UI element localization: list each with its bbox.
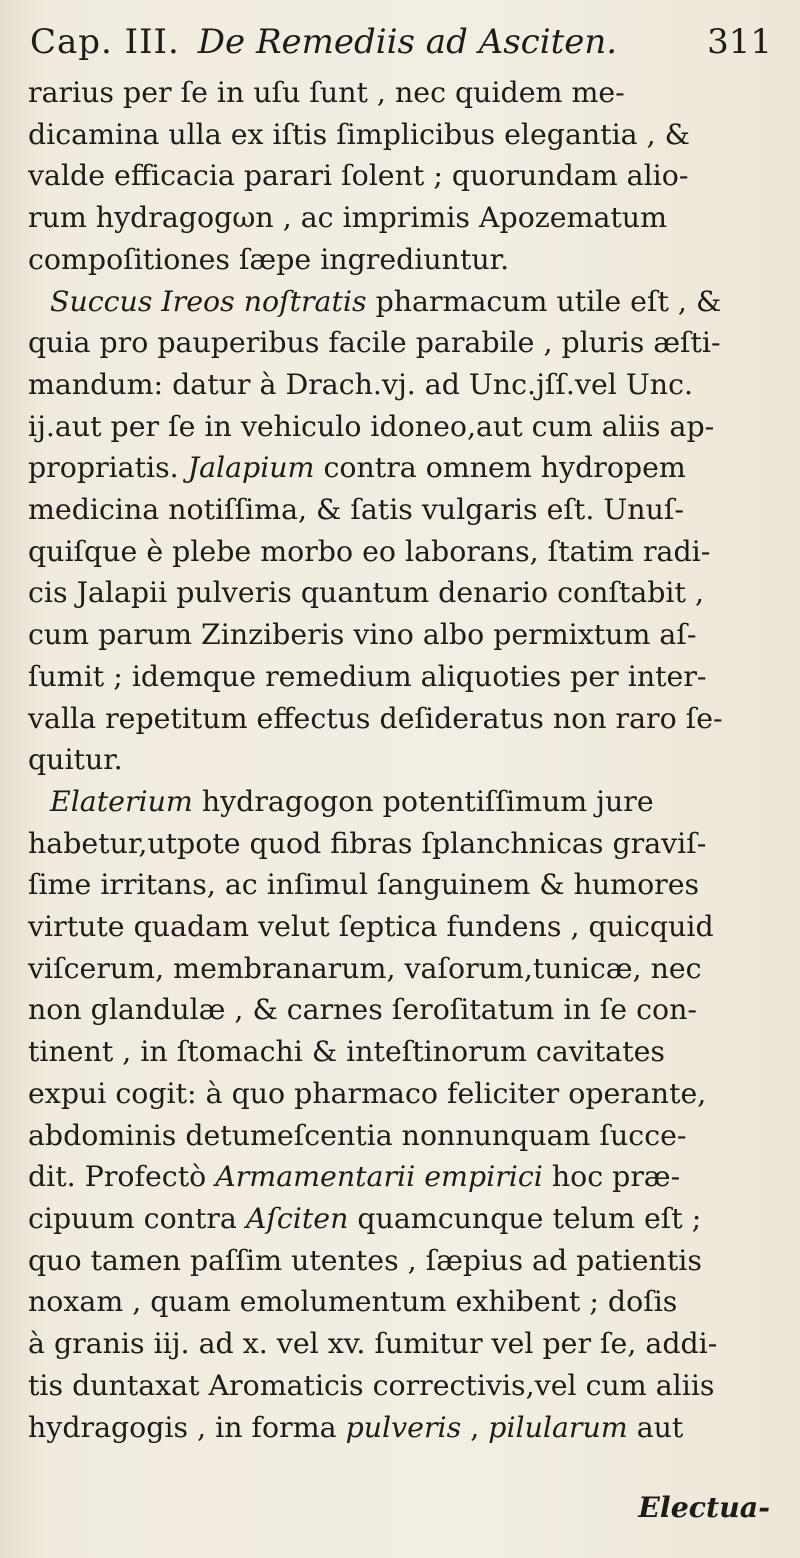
text-line xyxy=(28,1407,776,1449)
text-segment: quamcunque telum eſt ; xyxy=(348,1201,702,1235)
text-segment: pharmacum utile eſt , & xyxy=(366,284,722,318)
text-segment: expui cogit: à quo pharmaco feliciter operante, xyxy=(28,1076,707,1110)
text-line xyxy=(28,155,776,197)
text-segment: valla repetitum effectus deſideratus non raro ſe- xyxy=(28,701,723,735)
text-line xyxy=(28,1156,776,1198)
italic-text-segment: Aſciten xyxy=(245,1201,349,1235)
text-segment: hoc præ- xyxy=(542,1160,681,1194)
text-segment: quitur. xyxy=(28,743,123,777)
text-line xyxy=(28,1240,776,1282)
text-line xyxy=(28,614,776,656)
text-segment: mandum: datur à Drach.vj. ad Unc.jſſ.vel Unc. xyxy=(28,367,693,401)
chapter-title: De Remediis ad Asciten. xyxy=(197,22,618,62)
italic-text-segment: Succus Ireos noſtratis xyxy=(50,284,367,318)
text-segment: habetur,utpote quod fibras ſplanchnicas graviſ- xyxy=(28,826,707,860)
text-segment: rarius per ſe in uſu ſunt , nec quidem me- xyxy=(28,76,625,109)
text-segment: viſcerum, membranarum, vaſorum,tunicæ, nec xyxy=(28,951,702,985)
text-segment: cum parum Zinziberis vino albo permixtum aſ- xyxy=(28,618,697,652)
text-line xyxy=(28,1365,776,1407)
catchword: Electua- xyxy=(638,1490,770,1524)
text-segment: quo tamen paſſim utentes , ſæpius ad patientis xyxy=(28,1243,702,1277)
running-header xyxy=(30,14,772,70)
text-line xyxy=(28,1073,776,1115)
text-line xyxy=(28,1115,776,1157)
text-line xyxy=(28,322,776,364)
text-line xyxy=(28,698,776,740)
text-line xyxy=(28,823,776,865)
text-segment: abdominis detumeſcentia nonnunquam ſucce- xyxy=(28,1118,687,1152)
page-number: 311 xyxy=(707,22,772,62)
text-line xyxy=(28,364,776,406)
text-segment: quiſque è plebe morbo eo laborans, ſtatim radi- xyxy=(28,534,711,568)
text-line xyxy=(28,1031,776,1073)
text-segment: propriatis. xyxy=(28,451,188,485)
text-segment: rum hydragogωn , ac imprimis Apozematum xyxy=(28,201,668,235)
text-line xyxy=(28,114,776,156)
text-segment: quia pro pauperibus facile parabile , pluris æſti- xyxy=(28,326,721,360)
text-line xyxy=(28,281,776,323)
text-line xyxy=(28,197,776,239)
italic-text-segment: Jalapium xyxy=(187,451,315,485)
italic-text-segment: pulveris xyxy=(345,1410,462,1444)
text-line xyxy=(28,739,776,781)
text-segment: noxam , quam emolumentum exhibent ; doſis xyxy=(28,1285,678,1319)
text-line xyxy=(28,656,776,698)
text-line xyxy=(28,1323,776,1365)
text-segment: dicamina ulla ex iſtis ſimplicibus elegantia , & xyxy=(28,117,690,151)
text-segment: ſime irritans, ac inſimul ſanguinem & humores xyxy=(28,868,700,902)
text-line xyxy=(28,489,776,531)
text-segment: contra omnem hydropem xyxy=(314,451,686,485)
text-segment: compoſitiones ſæpe ingrediuntur. xyxy=(28,242,510,276)
text-segment: dit. Profectò xyxy=(28,1160,216,1194)
italic-text-segment: Elaterium xyxy=(50,784,193,818)
text-segment: cipuum contra xyxy=(28,1201,246,1235)
text-segment: à granis iij. ad x. vel xv. ſumitur vel per ſe, addi- xyxy=(28,1327,718,1361)
text-line xyxy=(28,531,776,573)
text-line xyxy=(28,1281,776,1323)
text-segment: ſumit ; idemque remedium aliquoties per inter- xyxy=(28,659,707,693)
italic-text-segment: Armamentarii empirici xyxy=(215,1160,543,1194)
text-line xyxy=(28,948,776,990)
text-segment: medicina notiſſima, & ſatis vulgaris eſt. Unuſ- xyxy=(28,493,684,527)
text-segment: ij.aut per ſe in vehiculo idoneo,aut cum aliis ap- xyxy=(28,409,715,443)
text-line xyxy=(28,72,776,114)
text-segment: aut xyxy=(627,1410,684,1444)
text-line xyxy=(28,572,776,614)
text-line xyxy=(28,447,776,489)
chapter-number: Cap. III. xyxy=(30,22,180,62)
body-text xyxy=(28,72,776,1448)
text-segment: hydragogon potentiſſimum jure xyxy=(192,784,654,818)
text-segment: cis Jalapii pulveris quantum denario conſtabit , xyxy=(28,576,704,610)
text-line xyxy=(28,406,776,448)
text-line xyxy=(28,864,776,906)
text-segment: , xyxy=(461,1410,489,1444)
italic-text-segment: pilularum xyxy=(488,1410,628,1444)
text-segment: hydragogis , in forma xyxy=(28,1410,346,1444)
text-line xyxy=(28,1198,776,1240)
text-segment: tinent , in ſtomachi & inteſtinorum cavitates xyxy=(28,1035,665,1069)
text-line xyxy=(28,906,776,948)
text-line xyxy=(28,239,776,281)
text-line xyxy=(28,781,776,823)
text-segment: virtute quadam velut ſeptica fundens , quicquid xyxy=(28,910,714,944)
text-line xyxy=(28,989,776,1031)
text-segment: valde efficacia parari ſolent ; quorundam alio- xyxy=(28,159,689,193)
text-segment: tis duntaxat Aromaticis correctivis,vel cum aliis xyxy=(28,1368,715,1402)
text-segment: non glandulæ , & carnes ſeroſitatum in ſe con- xyxy=(28,993,697,1027)
